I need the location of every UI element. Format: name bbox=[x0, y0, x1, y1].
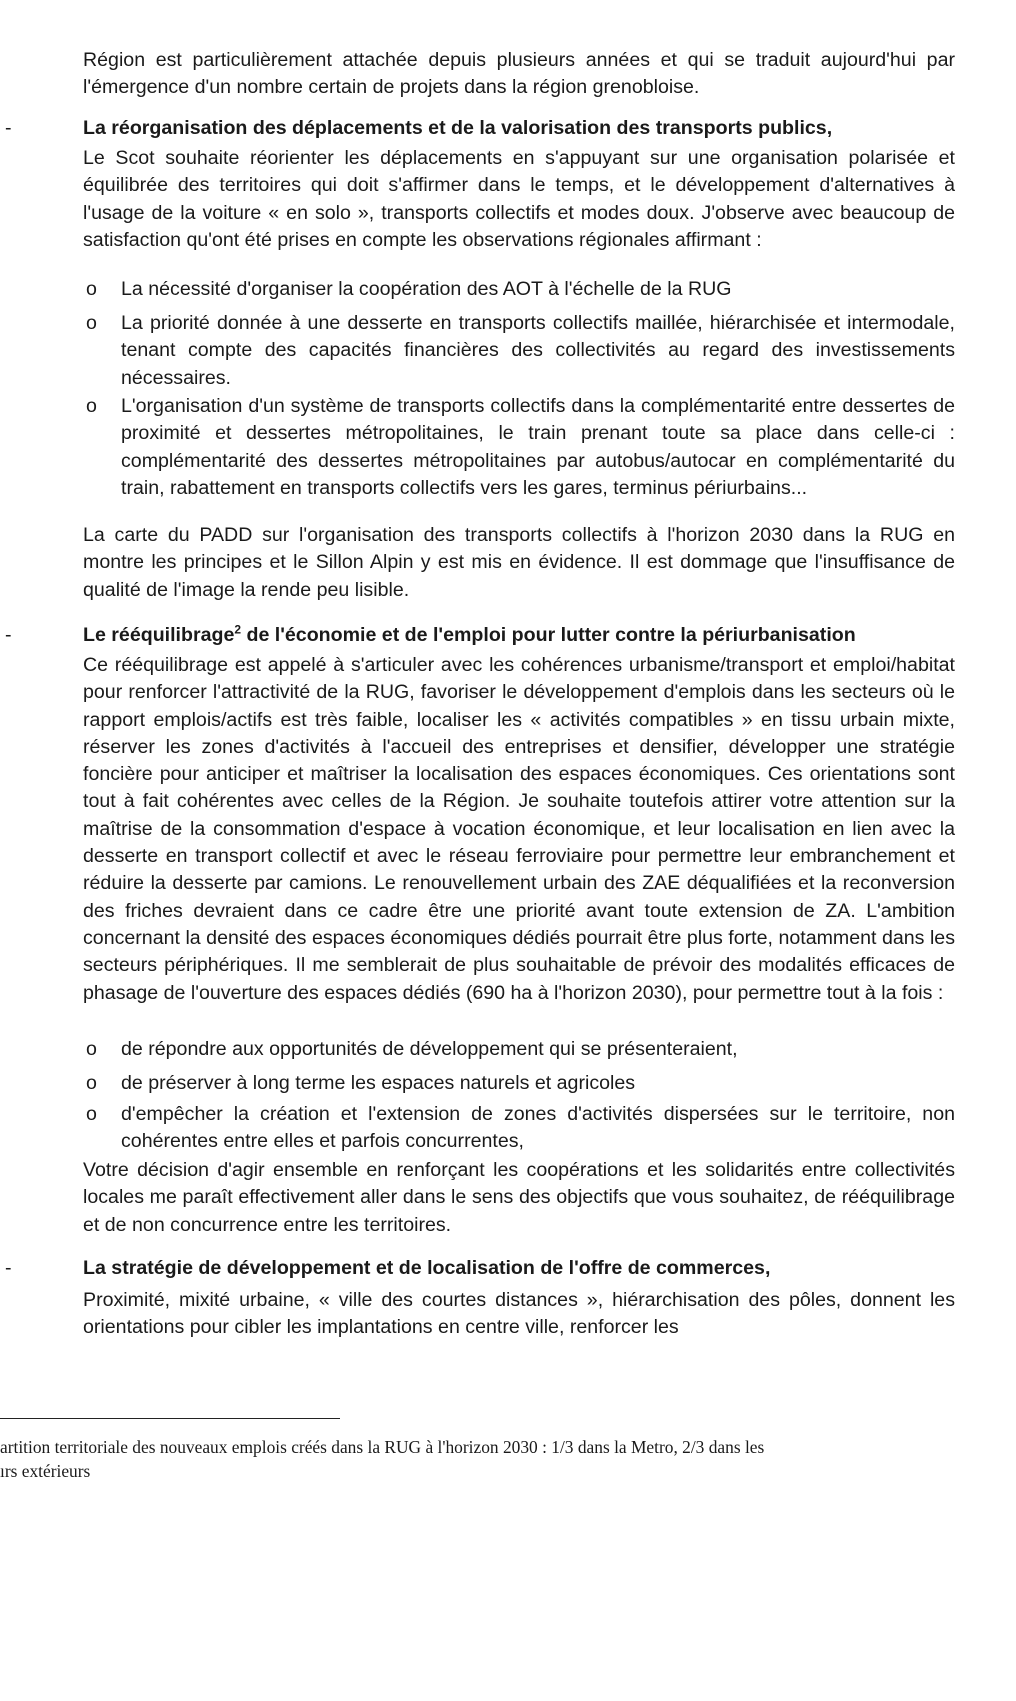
section-1-heading: La réorganisation des déplacements et de la valorisation des transports publics, bbox=[83, 117, 833, 139]
section-1-bullet-2: La priorité donnée à une desserte en transports collectifs maillée, hiérarchisée et intermodale, tenant compte des capacités financières des collectivités au regard des investissements nécessaires. bbox=[121, 312, 955, 389]
section-2-bullet-1: de répondre aux opportunités de développement qui se présenteraient, bbox=[121, 1038, 738, 1060]
section-2-bullet-2: de préserver à long terme les espaces naturels et agricoles bbox=[121, 1072, 636, 1094]
section-3-dash: - bbox=[5, 1257, 12, 1279]
footnote-ref: 2 bbox=[234, 622, 242, 637]
footnote-separator bbox=[0, 1418, 340, 1419]
section-3-heading: La stratégie de développement et de localisation de l'offre de commerces, bbox=[83, 1257, 771, 1279]
bullet-marker: o bbox=[86, 395, 97, 417]
bullet-marker: o bbox=[86, 312, 97, 334]
bullet-marker: o bbox=[86, 1103, 97, 1125]
footnote-line-1: artition territoriale des nouveaux emplois créés dans la RUG à l'horizon 2030 : 1/3 dans la Metro, 2/3 dans les bbox=[0, 1437, 765, 1457]
section-2-paragraph: Ce rééquilibrage est appelé à s'articuler avec les cohérences urbanisme/transport et emploi/habitat pour renforcer l'attractivité de la RUG, favoriser le développement d'emplois dans les secteurs où le rapport emplois/actifs est très faible, localiser les « activités compatibles » en tissu urbain mixte, réserver les zones d'activités à l'accueil des entreprises et densifier, développer une stratégie foncière pour anticiper et maîtriser la localisation des espaces économiques. Ces orientations sont tout à fait cohérentes avec celles de la Région. Je souhaite toutefois attirer votre attention sur la maîtrise de la consommation d'espace à vocation économique, et leur localisation en lien avec la desserte en transport collectif et avec le réseau ferroviaire pour permettre leur embranchement et réduire la desserte par camions. Le renouvellement urbain des ZAE déqualifiées et la reconversion des friches devraient dans ce cadre être une priorité avant toute extension de ZA. L'ambition concernant la densité des espaces économiques dédiés pourrait être plus forte, notamment dans les secteurs périphériques. Il me semblerait de plus souhaitable de prévoir des modalités efficaces de phasage de l'ouverture des espaces dédiés (690 ha à l'horizon 2030), pour permettre tout à la fois : bbox=[83, 654, 955, 1004]
intro-paragraph: Région est particulièrement attachée depuis plusieurs années et qui se traduit aujourd'hui par l'émergence d'un nombre certain de projets dans la région grenobloise. bbox=[83, 49, 955, 99]
section-1-bullet-3: L'organisation d'un système de transports collectifs dans la complémentarité entre dessertes de proximité et dessertes métropolitaines, le train prenant toute sa place dans celle-ci : complémentarité des dessertes métropolitaines par autobus/autocar en complémentarité du train, rabattement en transports collectifs vers les gares, terminus périurbains... bbox=[121, 395, 955, 499]
bullet-marker: o bbox=[86, 1072, 97, 1094]
bullet-marker: o bbox=[86, 1038, 97, 1060]
section-1-dash: - bbox=[5, 117, 12, 139]
footnote-line-2: ırs extérieurs bbox=[0, 1461, 91, 1481]
section-3-paragraph: Proximité, mixité urbaine, « ville des courtes distances », hiérarchisation des pôles, donnent les orientations pour cibler les implantations en centre ville, renforcer les bbox=[83, 1289, 955, 1339]
section-1-closing: La carte du PADD sur l'organisation des transports collectifs à l'horizon 2030 dans la RUG en montre les principes et le Sillon Alpin y est mis en évidence. Il est dommage que l'insuffisance de qualité de l'image la rende peu lisible. bbox=[83, 524, 955, 601]
bullet-marker: o bbox=[86, 278, 97, 300]
section-2-closing: Votre décision d'agir ensemble en renforçant les coopérations et les solidarités entre collectivités locales me paraît effectivement aller dans le sens des objectifs que vous souhaitez, de rééquilibrage et de non concurrence entre les territoires. bbox=[83, 1159, 955, 1236]
section-1-paragraph: Le Scot souhaite réorienter les déplacements en s'appuyant sur une organisation polarisée et équilibrée des territoires qui doit s'affirmer dans le temps, et le développement d'alternatives à l'usage de la voiture « en solo », transports collectifs et modes doux. J'observe avec beaucoup de satisfaction qu'ont été prises en compte les observations régionales affirmant : bbox=[83, 147, 955, 251]
section-2-heading: Le rééquilibrage$^2$ de l'économie et de l'emploi pour lutter contre la périurbanisation bbox=[83, 622, 856, 646]
section-2-dash: - bbox=[5, 624, 12, 646]
section-2-bullet-3: d'empêcher la création et l'extension de zones d'activités dispersées sur le territoire, non cohérentes entre elles et parfois concurrentes, bbox=[121, 1103, 955, 1153]
section-1-bullet-1: La nécessité d'organiser la coopération des AOT à l'échelle de la RUG bbox=[121, 278, 732, 300]
